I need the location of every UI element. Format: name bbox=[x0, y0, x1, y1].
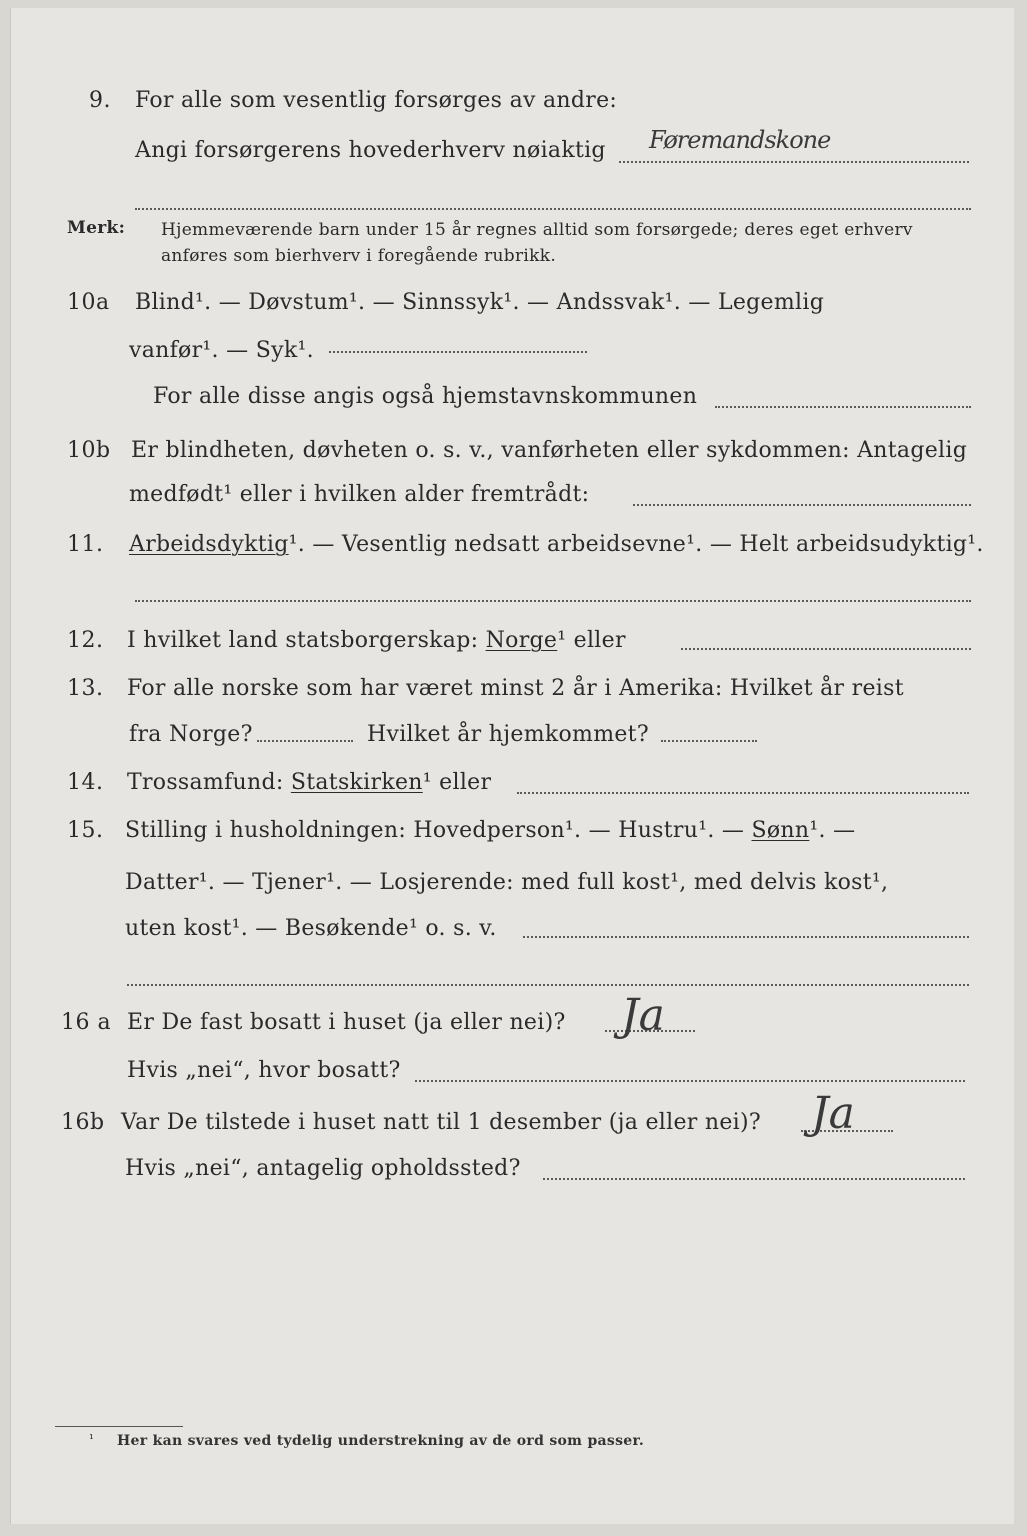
q11-extra-line[interactable] bbox=[135, 600, 971, 602]
q12-post: ¹ eller bbox=[557, 628, 626, 653]
q14-post: ¹ eller bbox=[422, 770, 492, 795]
q12-underlined-answer: Norge bbox=[485, 628, 558, 653]
q13-departure-year-line[interactable] bbox=[257, 740, 353, 742]
q10a-home-municipality-line[interactable] bbox=[715, 406, 971, 408]
q16b-number: 16b bbox=[61, 1110, 105, 1135]
q15-line1-post: ¹. — bbox=[809, 818, 856, 843]
q10a-number: 10a bbox=[67, 290, 110, 315]
q14-line bbox=[127, 770, 491, 795]
q11-underlined-answer: Arbeidsdyktig bbox=[129, 532, 289, 557]
footnote-rule bbox=[55, 1426, 183, 1427]
q14-question: Trossamfund: bbox=[127, 770, 284, 795]
q16a-residence-line[interactable] bbox=[415, 1080, 965, 1082]
q9-answer-line[interactable] bbox=[619, 161, 969, 163]
q11-line1 bbox=[129, 532, 984, 557]
q16b-line1: Var De tilstede i huset natt til 1 desember (ja eller nei)? bbox=[121, 1110, 761, 1135]
q14-underlined-answer: Statskirken bbox=[290, 770, 423, 795]
q9-number: 9. bbox=[89, 88, 111, 113]
q13-return-year-line[interactable] bbox=[661, 740, 757, 742]
q15-extra-line[interactable] bbox=[127, 984, 969, 986]
q16a-line1: Er De fast bosatt i huset (ja eller nei)? bbox=[127, 1010, 566, 1035]
q13-number: 13. bbox=[67, 676, 104, 701]
q14-other-denomination-line[interactable] bbox=[517, 792, 969, 794]
q13-line2b: Hvilket år hjemkommet? bbox=[367, 722, 649, 747]
footnote-text: Her kan svares ved tydelig understrekning av de ord som passer. bbox=[117, 1433, 645, 1449]
q11-number: 11. bbox=[67, 532, 104, 557]
q16b-handwritten-answer: Ja bbox=[811, 1088, 855, 1139]
q10b-number: 10b bbox=[67, 438, 111, 463]
q11-line1-rest: ¹. — Vesentlig nedsatt arbeidsevne¹. — Helt arbeidsudyktig¹. bbox=[288, 532, 984, 557]
q9-extra-line[interactable] bbox=[135, 208, 971, 210]
q14-number: 14. bbox=[67, 770, 104, 795]
q10b-line2: medfødt¹ eller i hvilken alder fremtrådt: bbox=[129, 482, 590, 507]
q9-line2: Angi forsørgerens hovederhverv nøiaktig bbox=[135, 138, 606, 163]
q12-line bbox=[127, 628, 626, 653]
q15-answer-line[interactable] bbox=[523, 936, 969, 938]
q12-other-country-line[interactable] bbox=[681, 648, 971, 650]
merk-label: Merk: bbox=[67, 218, 126, 238]
q16b-line2: Hvis „nei“, antagelig opholdssted? bbox=[125, 1156, 521, 1181]
q13-line2a: fra Norge? bbox=[129, 722, 253, 747]
q10a-line3: For alle disse angis også hjemstavnskommunen bbox=[153, 384, 698, 409]
q9-handwritten-answer: Føremandskone bbox=[649, 126, 831, 154]
q13-line1: For alle norske som har været minst 2 år i Amerika: Hvilket år reist bbox=[127, 676, 904, 701]
footnote-mark: ¹ bbox=[89, 1432, 95, 1446]
q10a-sick-line[interactable] bbox=[329, 351, 587, 353]
merk-line1: Hjemmeværende barn under 15 år regnes alltid som forsørgede; deres eget erhverv bbox=[161, 220, 913, 240]
q10b-answer-line[interactable] bbox=[633, 504, 971, 506]
q12-number: 12. bbox=[67, 628, 104, 653]
q12-question: I hvilket land statsborgerskap: bbox=[127, 628, 479, 653]
q9-line1: For alle som vesentlig forsørges av andre: bbox=[135, 88, 618, 113]
q10b-line1: Er blindheten, døvheten o. s. v., vanførheten eller sykdommen: Antagelig bbox=[131, 438, 968, 463]
q15-underlined-answer: Sønn bbox=[751, 818, 810, 843]
q15-line1 bbox=[125, 818, 855, 843]
q16a-number: 16 a bbox=[61, 1010, 112, 1035]
q15-line1-pre: Stilling i husholdningen: Hovedperson¹. — Hustru¹. — bbox=[125, 818, 745, 843]
q10a-line1: Blind¹. — Døvstum¹. — Sinnssyk¹. — Andssvak¹. — Legemlig bbox=[135, 290, 825, 315]
q10a-line2: vanfør¹. — Syk¹. bbox=[129, 338, 314, 363]
q15-line3: uten kost¹. — Besøkende¹ o. s. v. bbox=[125, 916, 497, 941]
q16a-handwritten-answer: Ja bbox=[621, 990, 665, 1041]
census-form-page bbox=[10, 8, 1014, 1524]
q15-number: 15. bbox=[67, 818, 104, 843]
merk-line2: anføres som bierhverv i foregående rubrikk. bbox=[161, 246, 557, 266]
q15-line2: Datter¹. — Tjener¹. — Losjerende: med full kost¹, med delvis kost¹, bbox=[125, 870, 889, 895]
q16a-line2: Hvis „nei“, hvor bosatt? bbox=[127, 1058, 401, 1083]
q16b-stay-location-line[interactable] bbox=[543, 1178, 965, 1180]
